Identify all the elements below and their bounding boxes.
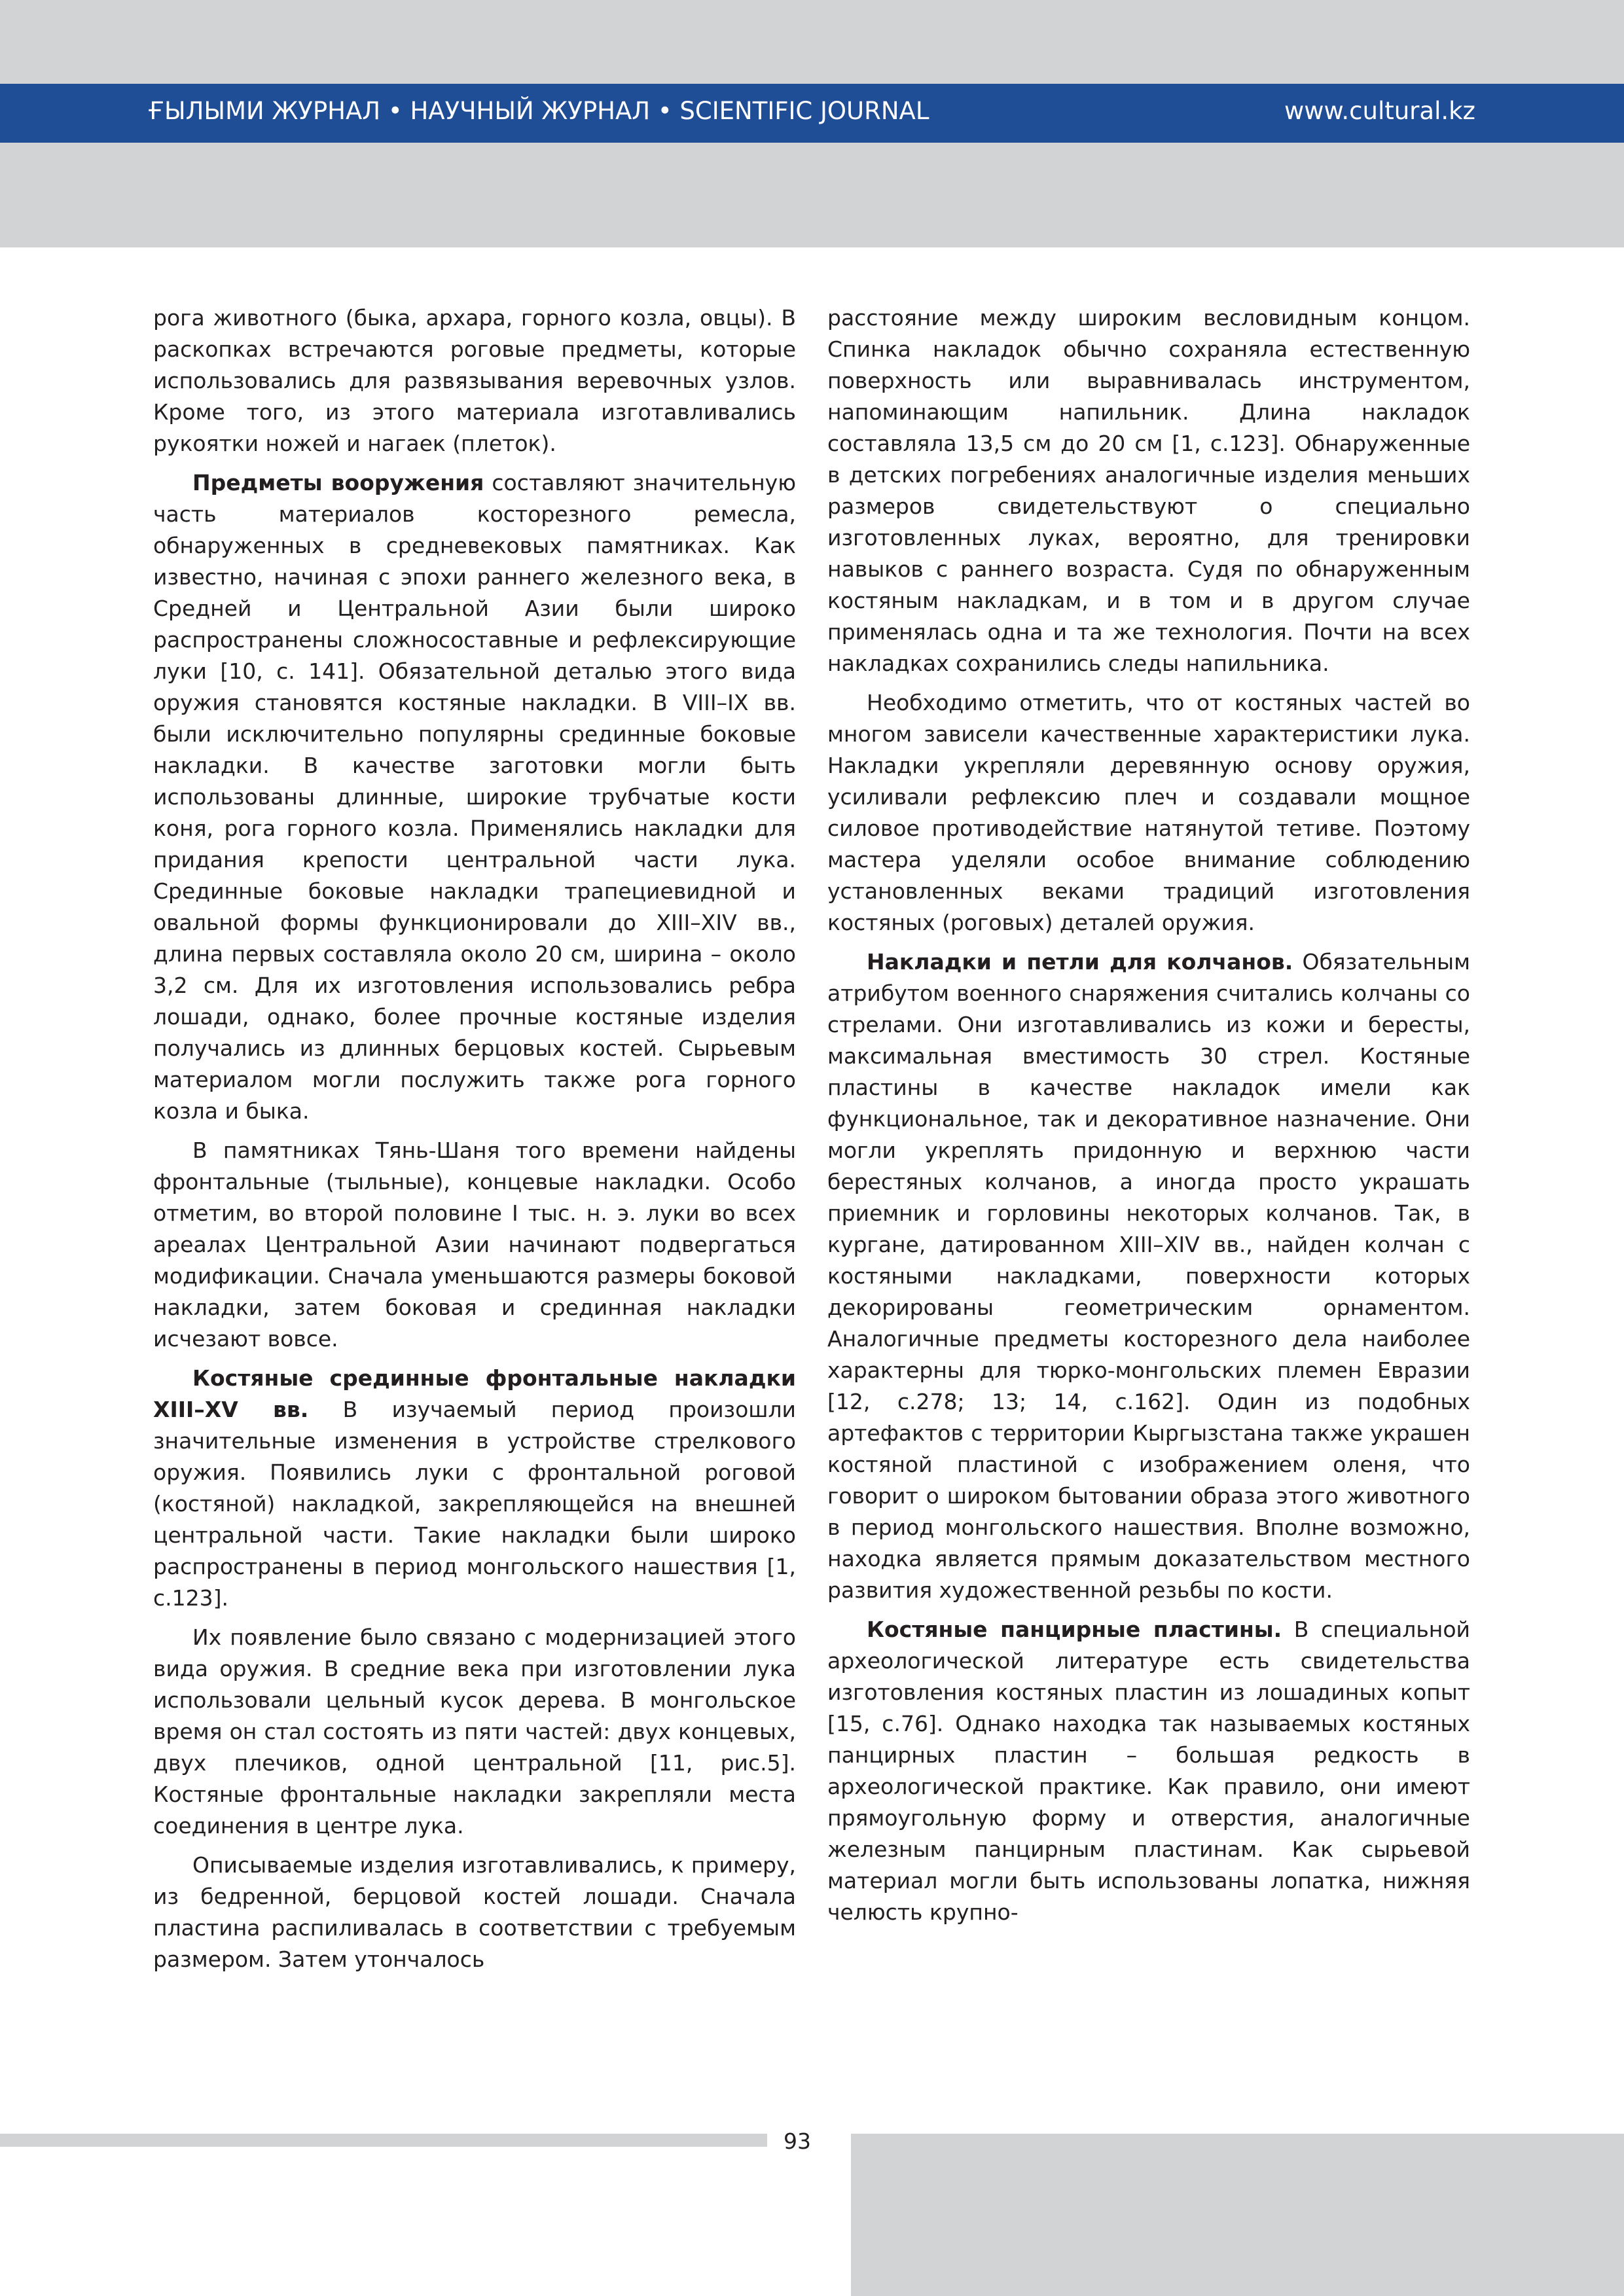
paragraph xyxy=(827,946,1470,1606)
paragraph-text: В специальной археологической литературе есть свидетельства изготовления костяных пластин из лошадиных копыт [15, с.76]. Однако находка так называемых костяных панцирных пластин – большая редкость в археологической практике. Как правило, они имеют прямоугольную форму и отверстия, аналогичные железным панцирным пластинам. Как сырьевой материал могли быть использованы лопатка, нижняя челюсть крупно- xyxy=(827,1617,1470,1925)
right-column xyxy=(827,302,1470,1936)
section-heading: Накладки и петли для колчанов. xyxy=(867,949,1293,975)
paragraph: Описываемые изделия изготавливались, к примеру, из бедренной, берцовой костей лошади. Сначала пластина распиливалась в соответствии с требуемым размером. Затем утончалось xyxy=(153,1852,796,1972)
journal-title: ҒЫЛЫМИ ЖУРНАЛ • НАУЧНЫЙ ЖУРНАЛ • SCIENTIFIC JOURNAL xyxy=(148,97,929,125)
page-number: 93 xyxy=(784,2128,811,2154)
section-heading: Костяные срединные фронтальные накладки XIII–XV вв. xyxy=(153,1365,796,1422)
paragraph-text: Обязательным атрибутом военного снаряжения считались колчаны со стрелами. Они изготавливались из кожи и бересты, максимальная вместимость 30 стрел. Костяные пластины в качестве накладок имели как функциональное, так и декоративное назначение. Они могли укреплять придонную и верхнюю части берестяных колчанов, а иногда просто украшать приемник и горловины некоторых колчанов. Так, в кургане, датированном XIII–XIV вв., найден колчан с костяными накладками, поверхности которых декорированы геометрическим орнаментом. Аналогичные предметы косторезного дела наиболее характерны для тюрко-монгольских племен Евразии [12, с.278; 13; 14, с.162]. Один из подобных артефактов с территории Кыргызстана также украшен костяной пластиной с изображением оленя, что говорит о широком бытовании образа этого животного в период монгольского нашествия. Вполне возможно, находка является прямым доказательством местного развития художественной резьбы по кости. xyxy=(827,949,1471,1603)
paragraph: рога животного (быка, архара, горного козла, овцы). В раскопках встречаются роговые предметы, которые использовались для развязывания веревочных узлов. Кроме того, из этого материала изготавливались рукоятки ножей и нагаек (плеток). xyxy=(153,305,796,456)
paragraph xyxy=(153,467,796,1127)
website-link[interactable]: www.cultural.kz xyxy=(1284,97,1475,125)
paragraph-text: В изучаемый период произошли значительные изменения в устройстве стрелкового оружия. Появились луки с фронтальной роговой (костяной) накладкой, закрепляющейся на внешней центральной части. Такие накладки были широко распространены в период монгольского нашествия [1, с.123]. xyxy=(153,1397,796,1611)
paragraph: Их появление было связано с модернизацией этого вида оружия. В средние века при изготовлении лука использовали цельный кусок дерева. В монгольское время он стал состоять из пяти частей: двух концевых, двух плечиков, одной центральной [11, рис.5]. Костяные фронтальные накладки закрепляли места соединения в центре лука. xyxy=(153,1624,796,1839)
paragraph: Необходимо отметить, что от костяных частей во многом зависели качественные характеристики лука. Накладки укрепляли деревянную основу оружия, усиливали рефлексию плеч и создавали мощное силовое противодействие натянутой тетиве. Поэтому мастера уделяли особое внимание соблюдению установленных веками традиций изготовления костяных (роговых) деталей оружия. xyxy=(827,690,1470,935)
paragraph-text: составляют значительную часть материалов косторезного ремесла, обнаруженных в средневековых памятниках. Как известно, начиная с эпохи раннего железного века, в Средней и Центральной Азии были широко распространены сложносоставные и рефлексирующие луки [10, с. 141]. Обязательной деталью этого вида оружия становятся костяные накладки. В VIII–IX вв. были исключительно популярны срединные боковые накладки. В качестве заготовки могли быть использованы длинные, широкие трубчатые кости коня, рога горного козла. Применялись накладки для придания крепости центральной части лука. Срединные боковые накладки трапециевидной и овальной формы функционировали до XIII–XIV вв., длина первых составляла около 20 см, ширина – около 3,2 см. Для их изготовления использовались ребра лошади, однако, более прочные костяные изделия получались из длинных берцовых костей. Сырьевым материалом могли послужить также рога горного козла и быка. xyxy=(153,470,796,1124)
left-column xyxy=(153,302,796,1983)
paragraph xyxy=(153,1363,796,1614)
section-heading: Предметы вооружения xyxy=(192,470,484,495)
paragraph: В памятниках Тянь-Шаня того времени найдены фронтальные (тыльные), концевые накладки. Особо отметим, во второй половине I тыс. н. э. луки во всех ареалах Центральной Азии начинают подвергаться модификации. Сначала уменьшаются размеры боковой накладки, затем боковая и срединная накладки исчезают вовсе. xyxy=(153,1138,796,1352)
paragraph: расстояние между широким весловидным концом. Спинка накладок обычно сохраняла естественную поверхность или выравнивалась инструментом, напоминающим напильник. Длина накладок составляла 13,5 см до 20 см [1, с.123]. Обнаруженные в детских погребениях аналогичные изделия меньших размеров свидетельствуют о специально изготовленных луках, вероятно, для тренировки навыков с раннего возраста. Судя по обнаруженным костяным накладкам, и в том и в другом случае применялась одна и та же технология. Почти на всех накладках сохранились следы напильника. xyxy=(827,305,1470,676)
footer-band xyxy=(851,2134,1624,2296)
paragraph xyxy=(827,1614,1470,1928)
section-heading: Костяные панцирные пластины. xyxy=(867,1617,1282,1642)
footer-rule xyxy=(0,2134,767,2147)
